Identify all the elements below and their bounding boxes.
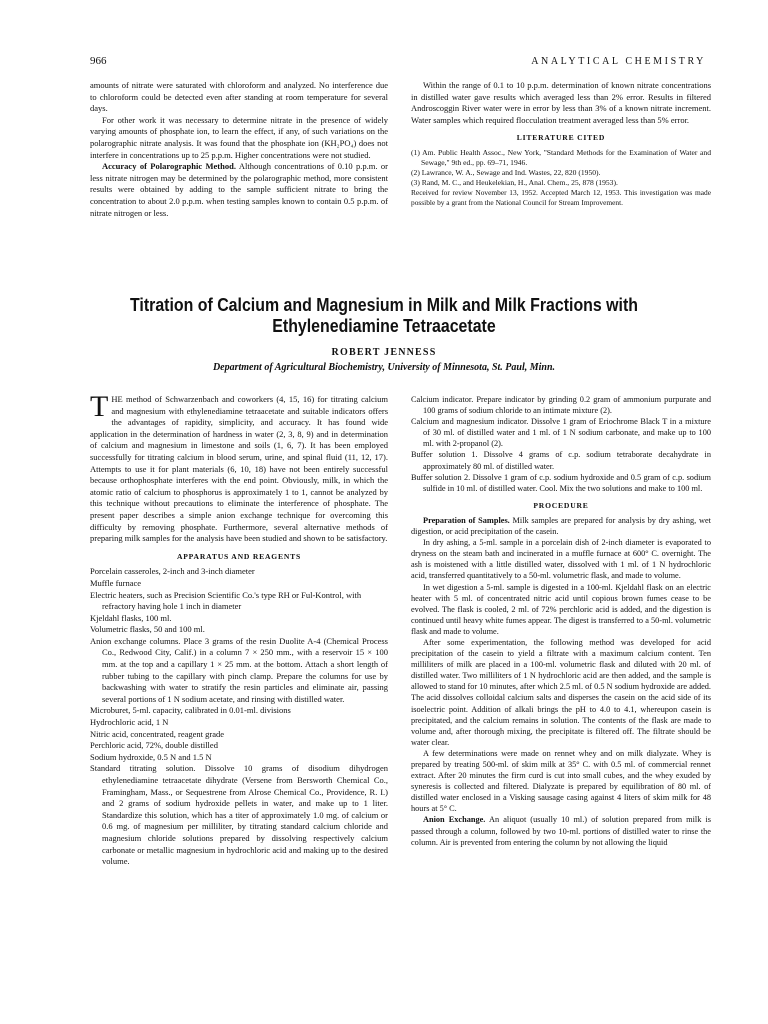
paragraph-lead: Anion Exchange.	[423, 815, 486, 825]
paragraph: In dry ashing, a 5-ml. sample in a porcelain dish of 2-inch diameter is evaporated to dryness on the steam bath and incinerated in a muffle furnace at 600° C. overnight. The ash is moistened with a little distilled water, dissolved with 1 ml. of 1 N hydrochloric acid, transferred quantitatively to a 50-ml. volumetric flask, and made to volume.	[411, 538, 711, 581]
paragraph: Within the range of 0.1 to 10 p.p.m. determination of known nitrate concentrations in distilled water gave results which averaged less than 2% error. Results in filtered Androscoggin River water were in error by less than 3% of a known nitrate increment. Water samples which required flocculation treatment averaged less than 5% error.	[411, 80, 711, 125]
page-number: 966	[90, 55, 107, 67]
apparatus-heading: APPARATUS AND REAGENTS	[176, 551, 302, 561]
reference-1: (1) Am. Public Health Assoc., New York, "Standard Methods for the Examination of Water and Sewage," 9th ed., pp. 69–71, 1946.	[411, 147, 711, 167]
received-note: Received for review November 13, 1952. Accepted March 12, 1953. This investigation was made possible by a grant from the National Council for Stream Improvement.	[411, 187, 711, 207]
paragraph-lead: Preparation of Samples.	[423, 515, 510, 525]
list-item: Buffer solution 1. Dissolve 4 grams of c.p. sodium tetraborate decahydrate in approximately 80 ml. of distilled water.	[411, 450, 711, 471]
article-right-column	[411, 394, 711, 848]
article-title: Titration of Calcium and Magnesium in Milk and Milk Fractions with Ethylenediamine Tetraacetate	[129, 294, 638, 336]
article-left-column	[90, 390, 388, 868]
list-item: Muffle furnace	[90, 577, 142, 588]
paragraph: In wet digestion a 5-ml. sample is digested in a 100-ml. Kjeldahl flask on an electric heater with 5 ml. of concentrated nitric acid until copious brown fumes cease to be evolved. The flask is cooled, 2 ml. of 72% perchloric acid is added, and the digestion is continued until heavy white fumes appear. The digest is transferred to a 50-ml. volumetric flask and made to volume.	[411, 582, 711, 636]
list-item: Microburet, 5-ml. capacity, calibrated in 0.01-ml. divisions	[90, 705, 291, 716]
list-item: Perchloric acid, 72%, double distilled	[90, 740, 218, 751]
paragraph: amounts of nitrate were saturated with chloroform and analyzed. No interference due to chloroform could be detected even after standing at room temperature for several days.	[90, 80, 388, 114]
paragraph-lead: Accuracy of Polarographic Method.	[102, 161, 236, 172]
list-item: Nitric acid, concentrated, reagent grade	[90, 728, 225, 739]
literature-cited-heading: LITERATURE CITED	[516, 133, 606, 143]
list-item: Calcium indicator. Prepare indicator by grinding 0.2 gram of ammonium purpurate and 100 grams of sodium chloride to an intimate mixture (2).	[411, 395, 711, 416]
drop-cap: T	[90, 390, 109, 423]
list-item: Porcelain casseroles, 2-inch and 3-inch diameter	[90, 566, 255, 577]
department: Department of Agricultural Biochemistry, University of Minnesota, St. Paul, Minn.	[212, 362, 556, 373]
previous-article-left-column	[90, 80, 388, 219]
paragraph: Accuracy of Polarographic Method. Although concentrations of 0.10 p.p.m. or less nitrate nitrogen may be determined by the polarographic method, more consistent results were obtained by adding to the sample sufficient nitrate to bring the concentration to about 2.0 p.p.m. when testing samples known to contain 0.5 p.p.m. of nitrate nitrogen or less.	[90, 161, 389, 218]
procedure-heading: PROCEDURE	[533, 500, 589, 510]
author: ROBERT JENNESS	[331, 347, 437, 358]
paragraph: After some experimentation, the following method was developed for acid precipitation of the casein to yield a filtrate with a maximum calcium content. Ten milliliters of milk are placed in a 100-ml. volumetric flask and diluted with 20 ml. of distilled water. Two milliliters of 1 N hydrochloric acid are then added, and the sample is allowed to stand for 10 minutes, after which 2.5 ml. of 0.5 N sodium hydroxide are added. The acid dissolves colloidal calcium salts and disperses the casein on the acid side of its isoelectric point. Addition of alkali brings the pH to 4.0 to 4.1, whereupon casein is precipitated, and the calcium remains in solution. The contents of the flask are made to volume and, after thorough mixing, the precipitate is filtered off. The filtrate should be water clear.	[411, 637, 711, 747]
paragraph: Anion Exchange. An aliquot (usually 10 ml.) of solution prepared from milk is passed through a column, followed by two 10-ml. portions of distilled water to rinse the column. Air is prevented from entering the column by not allowing the liquid	[411, 815, 711, 847]
intro-paragraph: THE method of Schwarzenbach and coworkers (4, 15, 16) for titrating calcium and magnesium with ethylenediamine tetraacetate and suitable indicators offers the advantages of rapidity, simplicity, and accuracy. It has found wide application in the determination of hardness in water (2, 3, 8, 9) and in determination of calcium and magnesium in limestone and soils (1, 6, 7). It has been employed successfully for titrating calcium in blood serum, urine, and spinal fluid (11, 12, 17). Attempts to use it for plant materials (6, 10, 18) have not been entirely successful because orthophosphate interferes with the end point. Obviously, milk, in which the atomic ratio of calcium to phosphorus is approximately 1 to 1, cannot be analyzed by this technique without precautions to eliminate the interference of phosphate. The present paper describes a simple anion exchange technique for overcoming this difficulty by removing phosphate. Furthermore, several alternative methods of preparing milk samples for the analysis have been studied and shown to be satisfactory.	[90, 390, 388, 544]
list-item: Calcium and magnesium indicator. Dissolve 1 gram of Eriochrome Black T in a mixture of 30 ml. of distilled water and 1 ml. of 1 N sodium carbonate, and make up to 100 ml. with 2-propanol (2).	[411, 417, 711, 449]
list-item: Buffer solution 2. Dissolve 1 gram of c.p. sodium hydroxide and 0.5 gram of c.p. sodium sulfide in 10 ml. of distilled water. Cool. Mix the two solutions and make to 100 ml.	[411, 472, 711, 493]
list-item: Hydrochloric acid, 1 N	[90, 717, 169, 728]
journal-name: ANALYTICAL CHEMISTRY	[531, 56, 706, 67]
paragraph: A few determinations were made on rennet whey and on milk dialyzate. Whey is prepared by treating 500-ml. of skim milk at 35° C. with 0.5 ml. of commercial rennet extract. After 20 minutes the firm curd is cut into small cubes, and the whey exuded by syneresis is collected and filtered. Dialyzate is prepared by equilibration of 80 ml. of distilled water enclosed in a Visking sausage casing against 4 liters of skim milk for 48 hours at 5° C.	[411, 748, 711, 814]
list-item: Kjeldahl flasks, 100 ml.	[90, 612, 172, 623]
reference-2: (2) Lawrance, W. A., Sewage and Ind. Wastes, 22, 820 (1950).	[411, 167, 601, 177]
list-item: Sodium hydroxide, 0.5 N and 1.5 N	[90, 751, 212, 762]
list-item: Volumetric flasks, 50 and 100 ml.	[90, 624, 205, 635]
previous-article-right-column	[411, 80, 711, 208]
paragraph: For other work it was necessary to determine nitrate in the presence of widely varying amounts of phosphate ion, to learn the effect, if any, of such variations on the polarographic nitrate analysis. It was found that the phosphate ion (KH₂PO₄) does not interfere in concentrations up to 25 p.p.m. Higher concentrations were not studied.	[90, 114, 388, 160]
reference-3: (3) Rand, M. C., and Heukelekian, H., Anal. Chem., 25, 878 (1953).	[411, 177, 618, 187]
paragraph: Preparation of Samples. Milk samples are prepared for analysis by dry ashing, wet digestion, or acid precipitation of the casein.	[411, 515, 711, 537]
list-item: Electric heaters, such as Precision Scientific Co.'s type RH or Ful-Kontrol, with refractory having hole 1 inch in diameter	[90, 589, 362, 612]
list-item: Standard titrating solution. Dissolve 10 grams of disodium dihydrogen ethylenediamine tetraacetate dihydrate (Versene from Bersworth Chemical Co., Framingham, Mass., or Sequestrene from Alrose Chemical Co., Providence, R. I.) and 2 grams of sodium hydroxide pellets in water, and make up to 1 liter. Standardize this solution, which has a titer of approximately 1.0 mg. of calcium or 0.6 mg. of magnesium per milliliter, by titrating standard calcium chloride and magnesium chloride solutions prepared by dissolving respectively calcium carbonate or metallic magnesium in hydrochloric acid and making up to the desired volume.	[90, 763, 388, 867]
list-item: Anion exchange columns. Place 3 grams of the resin Duolite A-4 (Chemical Process Co., Redwood City, Calif.) in a column 7 × 250 mm., with a reservoir 15 × 100 mm. at the top and a capillary 1 × 25 mm. at the bottom. Attach a short length of rubber tubing to the capillary with pinch clamp. Prepare the columns for use by backwashing with water to stratify the resin particles and eliminate air, passing several portions of 1 N sodium acetate, and rinsing with distilled water.	[90, 635, 388, 704]
